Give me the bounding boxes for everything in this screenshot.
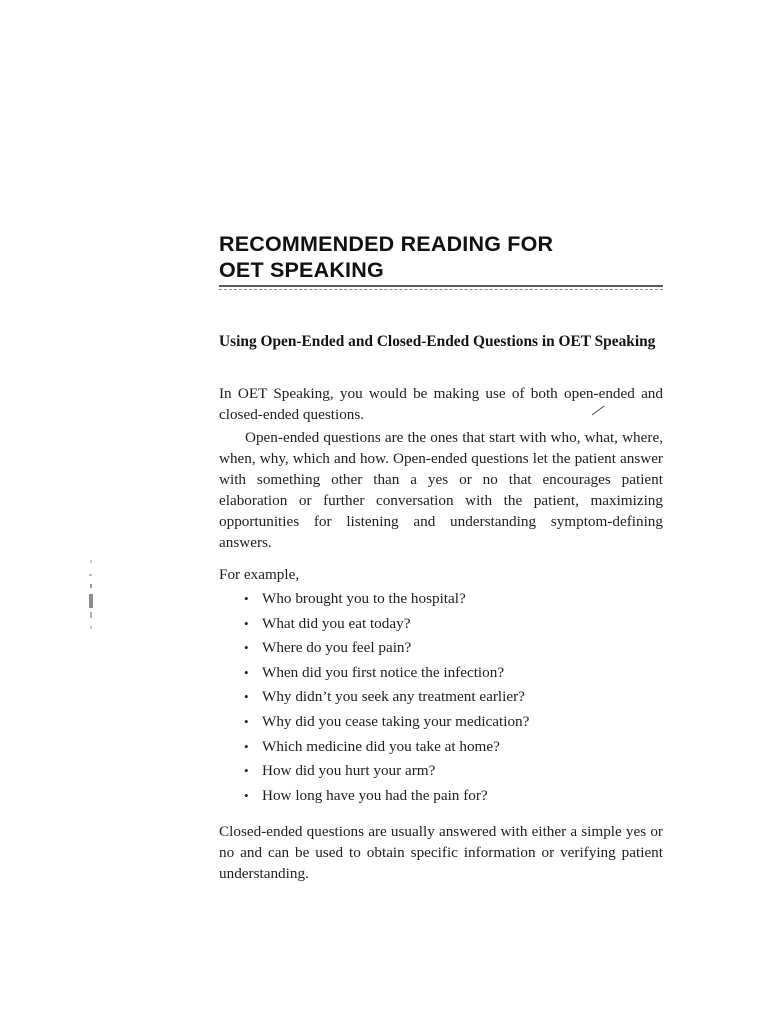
pen-tick-mark <box>591 404 605 416</box>
list-item <box>244 759 529 784</box>
bullet-icon: • <box>244 738 249 754</box>
intro-paragraph: In OET Speaking, you would be making use of both open-ended and closed-ended questions. <box>219 385 663 423</box>
question-text: Why didn’t you seek any treatment earlier? <box>262 688 525 706</box>
list-item <box>244 636 529 661</box>
closed-ended-paragraph: Closed-ended questions are usually answered with either a simple yes or no and can be used to obtain specific information or verifying patient understanding. <box>219 823 663 882</box>
question-text: What did you eat today? <box>262 614 411 632</box>
example-label: For example, <box>219 566 300 583</box>
list-item <box>244 612 529 637</box>
question-text: Who brought you to the hospital? <box>262 590 466 607</box>
example-question-list <box>244 587 529 808</box>
chapter-title <box>219 231 669 283</box>
open-ended-paragraph: Open-ended questions are the ones that start with who, what, where, when, why, which and how. Open-ended questions let the patient answer with something other than a yes or no that encourages patient elaboration or further conversation with the patient, maximizing opportunities for listening and understanding symptom-defining answers. <box>219 429 663 551</box>
bullet-icon: • <box>244 763 249 779</box>
bullet-icon: • <box>244 640 249 656</box>
bullet-icon: • <box>244 591 249 606</box>
list-item <box>244 784 529 809</box>
question-text: When did you first notice the infection? <box>262 663 505 681</box>
list-item <box>244 587 529 612</box>
question-text: Why did you cease taking your medication? <box>262 712 530 730</box>
chapter-title-line-2: OET SPEAKING <box>219 258 384 282</box>
bullet-icon: • <box>244 615 249 631</box>
title-underline-secondary <box>219 289 663 290</box>
chapter-title-line-1: RECOMMENDED READING FOR <box>219 232 554 256</box>
question-text: Where do you feel pain? <box>262 639 412 657</box>
list-item <box>244 661 529 686</box>
question-text: How did you hurt your arm? <box>262 762 436 780</box>
section-heading: Using Open-Ended and Closed-Ended Questions in OET Speaking <box>219 333 656 350</box>
question-text: Which medicine did you take at home? <box>262 737 500 755</box>
list-item <box>244 710 529 735</box>
bullet-icon: • <box>244 664 249 680</box>
bullet-icon: • <box>244 713 249 729</box>
title-underline <box>219 285 663 287</box>
list-item <box>244 685 529 710</box>
list-item <box>244 735 529 760</box>
question-text: How long have you had the pain for? <box>262 786 488 804</box>
scan-artifact-marks <box>84 560 98 640</box>
bullet-icon: • <box>244 689 249 705</box>
bullet-icon: • <box>244 787 249 803</box>
